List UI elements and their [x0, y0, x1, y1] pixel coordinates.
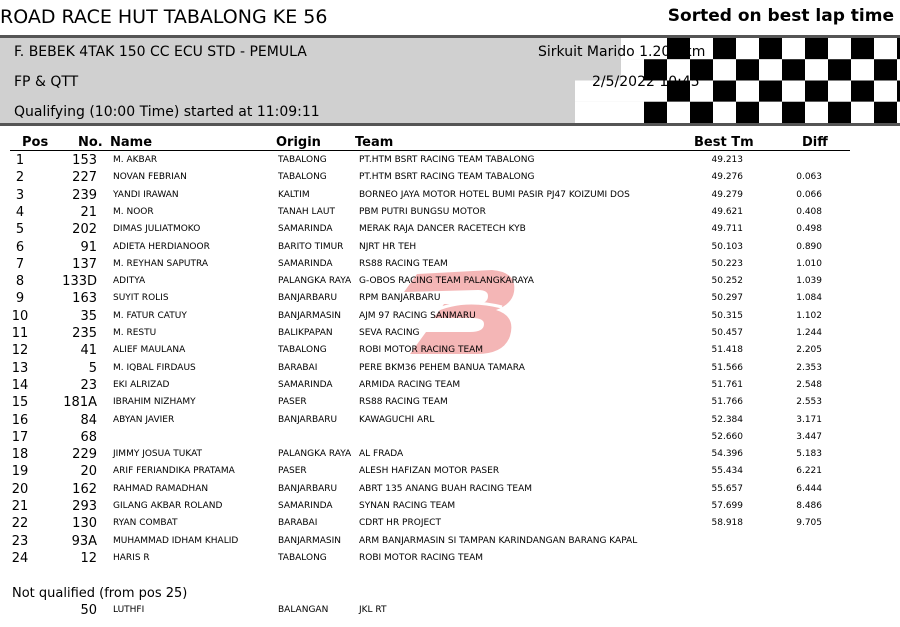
cell-team: ALESH HAFIZAN MOTOR PASER	[359, 466, 500, 477]
session-datetime: 2/5/2022 10:45	[592, 74, 700, 90]
cell-best: 55.434	[711, 466, 743, 477]
cell-no: 84	[80, 412, 97, 428]
class-name: F. BEBEK 4TAK 150 CC ECU STD - PEMULA	[14, 44, 307, 60]
cell-no: 50	[80, 603, 97, 618]
cell-origin: PALANGKA RAYA	[278, 276, 352, 287]
column-header-diff: Diff	[802, 135, 828, 150]
cell-team: ROBI MOTOR RACING TEAM	[359, 345, 484, 356]
column-header-best: Best Tm	[694, 135, 754, 150]
column-header-name: Name	[110, 135, 153, 150]
cell-no: 239	[72, 187, 97, 203]
cell-no: 137	[72, 256, 97, 272]
cell-name: IBRAHIM NIZHAMY	[113, 397, 196, 408]
table-row	[0, 205, 900, 222]
cell-origin: BARABAI	[278, 362, 318, 373]
cell-no: 235	[72, 326, 97, 341]
cell-pos: 22	[11, 516, 29, 532]
cell-diff: 2.353	[796, 362, 822, 373]
cell-name: M. IQBAL FIRDAUS	[113, 362, 196, 373]
table-row	[0, 430, 900, 447]
cell-team: BORNEO JAYA MOTOR HOTEL BUMI PASIR PJ47 KOIZUMI DOS	[359, 189, 630, 200]
table-row	[0, 153, 900, 170]
table-row	[0, 551, 900, 568]
cell-no: 91	[80, 239, 97, 255]
cell-diff: 3.171	[796, 414, 822, 425]
table-row	[0, 274, 900, 291]
cell-no: 35	[80, 308, 97, 324]
table-row	[0, 257, 900, 274]
cell-name: LUTHFI	[113, 605, 145, 615]
cell-diff: 3.447	[796, 431, 822, 442]
cell-diff: 0.066	[796, 189, 822, 200]
cell-name: SUYIT ROLIS	[113, 293, 169, 304]
cell-no: 227	[72, 170, 97, 186]
cell-pos: 6	[15, 239, 25, 255]
cell-team: RPM BANJARBARU	[359, 293, 441, 304]
cell-team: ABRT 135 ANANG BUAH RACING TEAM	[359, 483, 532, 494]
cell-best: 51.566	[711, 362, 743, 373]
table-row	[0, 343, 900, 360]
cell-team: ARM BANJARMASIN SI TAMPAN KARINDANGAN BARANG KAPAL	[359, 535, 638, 546]
not-qualified-label: Not qualified (from pos 25)	[12, 586, 188, 601]
cell-best: 49.621	[711, 206, 743, 217]
cell-origin: SAMARINDA	[278, 379, 333, 390]
cell-team: CDRT HR PROJECT	[359, 518, 441, 529]
cell-best: 54.396	[711, 449, 743, 460]
cell-team: G-OBOS RACING TEAM PALANGKARAYA	[359, 276, 534, 287]
cell-team: ARMIDA RACING TEAM	[359, 379, 461, 390]
cell-diff: 0.498	[796, 224, 822, 235]
cell-team: SYNAN RACING TEAM	[359, 501, 456, 511]
table-row	[0, 361, 900, 378]
cell-best: 51.761	[711, 379, 743, 390]
cell-name: EKI ALRIZAD	[113, 379, 170, 390]
cell-origin: BANJARMASIN	[278, 535, 341, 546]
cell-diff: 5.183	[796, 449, 822, 460]
cell-best: 50.223	[711, 258, 743, 269]
cell-pos: 3	[15, 187, 25, 203]
cell-name: M. FATUR CATUY	[113, 310, 187, 321]
session-info: Qualifying (10:00 Time) started at 11:09:11	[14, 104, 320, 120]
cell-origin: TABALONG	[278, 552, 327, 563]
table-row	[0, 378, 900, 395]
cell-pos: 24	[11, 550, 29, 566]
cell-best: 49.213	[711, 155, 743, 165]
cell-name: M. REYHAN SAPUTRA	[113, 258, 209, 269]
cell-team: AJM 97 RACING SANMARU	[359, 310, 476, 321]
event-title: ROAD RACE HUT TABALONG KE 56	[0, 6, 328, 28]
cell-no: 68	[80, 429, 97, 445]
cell-name: ABYAN JAVIER	[113, 414, 175, 425]
cell-diff: 1.102	[796, 310, 822, 321]
cell-name: M. NOOR	[113, 206, 154, 217]
cell-name: JIMMY JOSUA TUKAT	[113, 449, 203, 460]
cell-pos: 14	[11, 377, 29, 393]
table-row	[0, 447, 900, 464]
cell-origin: BALANGAN	[278, 605, 329, 615]
header-rule-bottom	[0, 123, 900, 126]
table-row	[0, 499, 900, 516]
cell-origin: BANJARMASIN	[278, 310, 341, 321]
cell-team: PT.HTM BSRT RACING TEAM TABALONG	[359, 155, 535, 165]
cell-best: 52.660	[711, 431, 743, 442]
cell-best: 50.297	[711, 293, 743, 304]
table-row	[0, 170, 900, 187]
cell-team: KAWAGUCHI ARL	[359, 414, 435, 425]
cell-diff: 2.553	[796, 397, 822, 408]
table-row	[0, 291, 900, 308]
cell-team: PERE BKM36 PEHEM BANUA TAMARA	[359, 362, 525, 373]
cell-team: SEVA RACING	[359, 328, 420, 338]
cell-pos: 18	[11, 447, 29, 463]
cell-origin: BANJARBARU	[278, 483, 338, 494]
cell-best: 55.657	[711, 483, 743, 494]
cell-pos: 21	[11, 499, 29, 514]
table-row	[0, 516, 900, 533]
table-row	[0, 482, 900, 499]
cell-origin: BANJARBARU	[278, 414, 338, 425]
table-row	[0, 413, 900, 430]
cell-diff: 1.084	[796, 293, 822, 304]
cell-team: MERAK RAJA DANCER RACETECH KYB	[359, 224, 526, 235]
cell-pos: 19	[11, 464, 29, 480]
cell-name: YANDI IRAWAN	[113, 189, 179, 200]
cell-team: ROBI MOTOR RACING TEAM	[359, 552, 484, 563]
session-name: FP & QTT	[14, 74, 79, 90]
cell-origin: TABALONG	[278, 345, 327, 356]
cell-team: RS88 RACING TEAM	[359, 258, 448, 269]
table-row	[0, 603, 900, 620]
cell-origin: PASER	[278, 397, 307, 408]
cell-no: 93A	[71, 533, 97, 549]
cell-no: 293	[72, 499, 97, 514]
cell-pos: 7	[15, 256, 25, 272]
table-row	[0, 222, 900, 239]
column-header-no: No.	[78, 135, 103, 150]
cell-diff: 2.205	[796, 345, 822, 356]
cell-name: ADITYA	[113, 276, 146, 287]
cell-best: 49.711	[711, 224, 743, 235]
cell-no: 162	[72, 481, 97, 497]
cell-pos: 13	[11, 360, 29, 376]
cell-name: HARIS R	[113, 552, 150, 563]
cell-origin: SAMARINDA	[278, 258, 333, 269]
sort-note: Sorted on best lap time	[667, 6, 894, 26]
table-row	[0, 464, 900, 481]
cell-team: NJRT HR TEH	[359, 241, 417, 252]
column-header-origin: Origin	[276, 135, 321, 150]
cell-no: 202	[72, 222, 97, 238]
cell-best: 57.699	[711, 501, 743, 511]
cell-team: JKL RT	[359, 605, 387, 615]
cell-diff: 0.063	[796, 172, 822, 183]
cell-best: 50.252	[711, 276, 743, 287]
cell-origin: PALANGKA RAYA	[278, 449, 352, 460]
cell-origin: TABALONG	[278, 155, 327, 165]
cell-best: 52.384	[711, 414, 743, 425]
cell-pos: 15	[11, 395, 29, 411]
cell-name: M. AKBAR	[113, 155, 158, 165]
cell-best: 50.457	[711, 328, 743, 338]
cell-diff: 1.010	[796, 258, 822, 269]
circuit-name: Sirkuit Marido 1.200 km	[538, 44, 706, 60]
cell-no: 229	[72, 447, 97, 463]
cell-pos: 4	[15, 204, 25, 220]
cell-best: 49.279	[711, 189, 743, 200]
cell-origin: SAMARINDA	[278, 224, 333, 235]
column-header-pos: Pos	[22, 135, 49, 150]
column-header-rule	[10, 150, 850, 151]
cell-diff: 2.548	[796, 379, 822, 390]
cell-pos: 1	[15, 153, 25, 168]
cell-name: DIMAS JULIATMOKO	[113, 224, 201, 235]
table-row	[0, 188, 900, 205]
cell-origin: BARITO TIMUR	[278, 241, 344, 252]
cell-pos: 5	[15, 222, 25, 238]
cell-best: 51.766	[711, 397, 743, 408]
cell-diff: 8.486	[796, 501, 822, 511]
cell-no: 41	[80, 343, 97, 359]
cell-name: M. RESTU	[113, 328, 157, 338]
cell-pos: 17	[11, 429, 29, 445]
cell-no: 130	[72, 516, 97, 532]
cell-origin: KALTIM	[278, 189, 310, 200]
cell-no: 163	[72, 291, 97, 307]
cell-no: 153	[72, 153, 97, 168]
cell-diff: 6.221	[796, 466, 822, 477]
cell-name: ALIEF MAULANA	[113, 345, 186, 356]
table-row	[0, 240, 900, 257]
cell-origin: BARABAI	[278, 518, 318, 529]
table-row	[0, 395, 900, 412]
cell-origin: SAMARINDA	[278, 501, 333, 511]
cell-team: AL FRADA	[359, 449, 404, 460]
table-row	[0, 326, 900, 343]
cell-name: GILANG AKBAR ROLAND	[113, 501, 223, 511]
cell-origin: BALIKPAPAN	[278, 328, 333, 338]
cell-no: 133D	[62, 274, 97, 290]
cell-team: RS88 RACING TEAM	[359, 397, 448, 408]
cell-diff: 0.408	[796, 206, 822, 217]
cell-origin: PASER	[278, 466, 307, 477]
cell-best: 50.315	[711, 310, 743, 321]
cell-pos: 2	[15, 170, 25, 186]
cell-diff: 0.890	[796, 241, 822, 252]
cell-pos: 16	[11, 412, 29, 428]
table-row	[0, 309, 900, 326]
cell-diff: 6.444	[796, 483, 822, 494]
table-row	[0, 534, 900, 551]
cell-best: 50.103	[711, 241, 743, 252]
cell-origin: TABALONG	[278, 172, 327, 183]
cell-name: RAHMAD RAMADHAN	[113, 483, 209, 494]
cell-name: ADIETA HERDIANOOR	[113, 241, 210, 252]
cell-no: 23	[80, 377, 97, 393]
cell-origin: TANAH LAUT	[278, 206, 335, 217]
cell-no: 12	[80, 550, 97, 566]
cell-pos: 8	[15, 274, 25, 290]
cell-no: 21	[80, 204, 97, 220]
cell-name: NOVAN FEBRIAN	[113, 172, 187, 183]
cell-origin: BANJARBARU	[278, 293, 338, 304]
cell-no: 5	[88, 360, 97, 376]
cell-pos: 11	[11, 326, 29, 341]
cell-name: RYAN COMBAT	[113, 518, 178, 529]
column-header-team: Team	[355, 135, 394, 150]
cell-team: PT.HTM BSRT RACING TEAM TABALONG	[359, 172, 535, 183]
cell-diff: 1.039	[796, 276, 822, 287]
cell-diff: 9.705	[796, 518, 822, 529]
cell-name: ARIF FERIANDIKA PRATAMA	[113, 466, 235, 477]
cell-pos: 10	[11, 308, 29, 324]
cell-best: 49.276	[711, 172, 743, 183]
cell-best: 58.918	[711, 518, 743, 529]
cell-pos: 23	[11, 533, 29, 549]
cell-pos: 20	[11, 481, 29, 497]
cell-best: 51.418	[711, 345, 743, 356]
cell-no: 20	[80, 464, 97, 480]
cell-name: MUHAMMAD IDHAM KHALID	[113, 535, 239, 546]
cell-diff: 1.244	[796, 328, 822, 338]
cell-no: 181A	[63, 395, 97, 411]
cell-team: PBM PUTRI BUNGSU MOTOR	[359, 206, 486, 217]
cell-pos: 12	[11, 343, 29, 359]
cell-pos: 9	[15, 291, 25, 307]
